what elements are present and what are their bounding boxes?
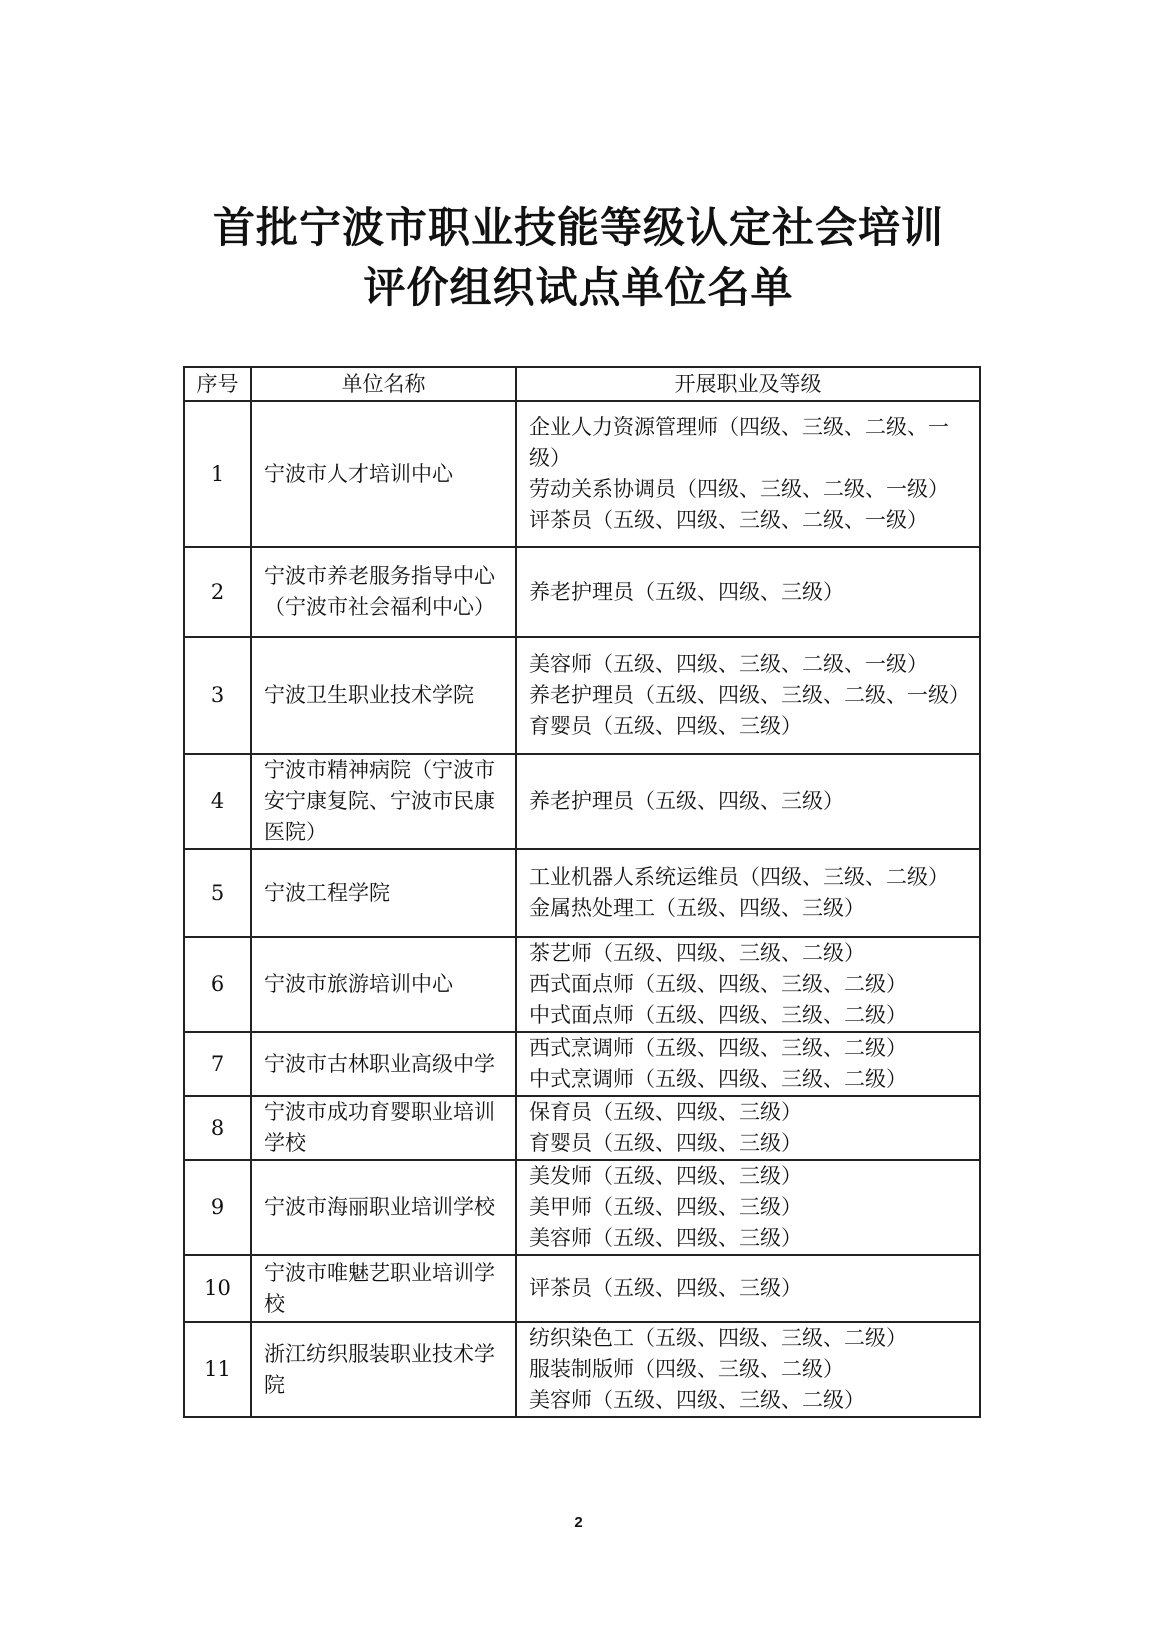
row-unit-name: 宁波市旅游培训中心 [251,937,516,1032]
row-occupations [516,754,980,849]
table-header-row [184,367,980,401]
table-row [184,637,980,754]
row-serial: 2 [184,547,251,637]
occupation-entry: 西式面点师（五级、四级、三级、二级） [529,972,907,996]
row-serial: 4 [184,754,251,849]
occupation-entry: 金属热处理工（五级、四级、三级） [529,896,865,920]
row-unit-name: 宁波卫生职业技术学院 [251,637,516,754]
row-serial: 3 [184,637,251,754]
header-serial: 序号 [184,367,251,401]
row-occupations [516,637,980,754]
row-unit-name: 宁波市唯魅艺职业培训学校 [251,1255,516,1322]
occupation-entry: 茶艺师（五级、四级、三级、二级） [529,941,865,965]
page-number: 2 [574,1514,583,1531]
occupation-entry: 育婴员（五级、四级、三级） [529,1131,802,1155]
row-occupations [516,547,980,637]
row-unit-name: 宁波市海丽职业培训学校 [251,1160,516,1255]
occupation-entry: 工业机器人系统运维员（四级、三级、二级） [529,865,949,889]
title-line-1: 首批宁波市职业技能等级认定社会培训 [212,203,944,252]
occupation-entry: 服装制版师（四级、三级、二级） [529,1357,844,1381]
occupation-entry: 育婴员（五级、四级、三级） [529,714,802,738]
row-unit-name: 宁波市人才培训中心 [251,401,516,547]
row-occupations [516,1160,980,1255]
row-occupations [516,1322,980,1417]
table-row [184,1032,980,1096]
row-unit-name: 宁波工程学院 [251,849,516,937]
occupation-entry: 养老护理员（五级、四级、三级） [529,789,844,813]
header-occupations: 开展职业及等级 [516,367,980,401]
table-row [184,1322,980,1417]
row-serial: 1 [184,401,251,547]
row-serial: 9 [184,1160,251,1255]
row-occupations [516,1032,980,1096]
table-row [184,1160,980,1255]
table-row [184,401,980,547]
row-unit-name: 宁波市养老服务指导中心（宁波市社会福利中心） [251,547,516,637]
row-serial: 11 [184,1322,251,1417]
occupation-entry: 养老护理员（五级、四级、三级、二级、一级） [529,683,970,707]
table-row [184,1255,980,1322]
occupation-entry: 中式烹调师（五级、四级、三级、二级） [529,1067,907,1091]
row-occupations [516,849,980,937]
row-unit-name: 宁波市精神病院（宁波市安宁康复院、宁波市民康医院） [251,754,516,849]
row-serial: 5 [184,849,251,937]
occupation-entry: 纺织染色工（五级、四级、三级、二级） [529,1326,907,1350]
row-occupations [516,1255,980,1322]
table-row [184,849,980,937]
occupation-entry: 中式面点师（五级、四级、三级、二级） [529,1003,907,1027]
row-serial: 8 [184,1096,251,1160]
occupation-entry: 西式烹调师（五级、四级、三级、二级） [529,1036,907,1060]
occupation-entry: 劳动关系协调员（四级、三级、二级、一级） [529,477,949,501]
occupation-entry: 养老护理员（五级、四级、三级） [529,579,844,604]
header-unit-name: 单位名称 [251,367,516,401]
row-serial: 10 [184,1255,251,1322]
table-row [184,1096,980,1160]
row-serial: 7 [184,1032,251,1096]
occupation-entry: 美容师（五级、四级、三级） [529,1226,802,1250]
row-serial: 6 [184,937,251,1032]
row-unit-name: 浙江纺织服装职业技术学院 [251,1322,516,1417]
row-unit-name: 宁波市成功育婴职业培训学校 [251,1096,516,1160]
occupation-entry: 评茶员（五级、四级、三级） [529,1276,802,1300]
table-row [184,547,980,637]
document-title [0,198,1157,318]
occupation-entry: 评茶员（五级、四级、三级、二级、一级） [529,508,928,532]
pilot-units-table [183,366,981,1418]
row-unit-name: 宁波市古林职业高级中学 [251,1032,516,1096]
occupation-entry: 保育员（五级、四级、三级） [529,1100,802,1124]
title-line-2: 评价组织试点单位名单 [363,263,794,312]
occupation-entry: 企业人力资源管理师（四级、三级、二级、一级） [529,415,949,470]
occupation-entry: 美发师（五级、四级、三级） [529,1164,802,1188]
occupation-entry: 美容师（五级、四级、三级、二级、一级） [529,652,928,676]
table-row [184,937,980,1032]
row-occupations [516,401,980,547]
occupation-entry: 美甲师（五级、四级、三级） [529,1195,802,1219]
row-occupations [516,1096,980,1160]
row-occupations [516,937,980,1032]
occupation-entry: 美容师（五级、四级、三级、二级） [529,1388,865,1412]
table-row [184,754,980,849]
